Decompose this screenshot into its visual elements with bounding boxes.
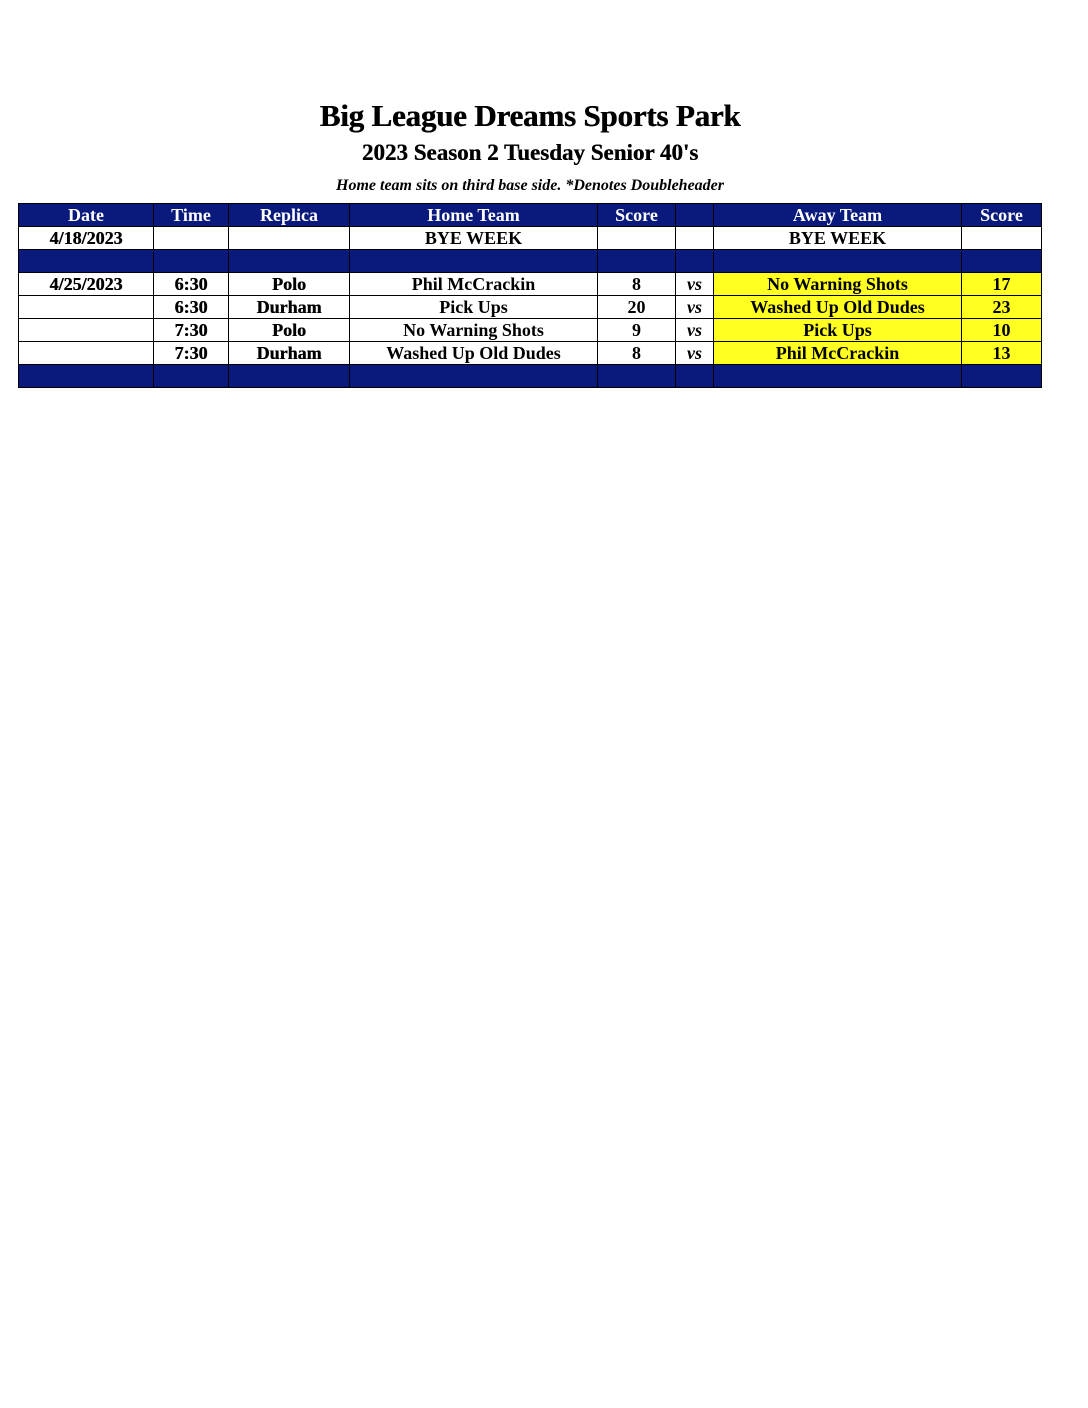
page-title: Big League Dreams Sports Park xyxy=(319,98,741,133)
column-header-away-team: Away Team xyxy=(714,204,962,227)
replica-cell: Polo xyxy=(229,319,350,342)
home-score-cell: 20 xyxy=(598,296,676,319)
time-cell: 7:30 xyxy=(154,342,229,365)
game-row xyxy=(19,319,1042,342)
home-score-cell: 8 xyxy=(598,342,676,365)
time-cell: 7:30 xyxy=(154,319,229,342)
time-cell: 6:30 xyxy=(154,296,229,319)
home-team-cell: Phil McCrackin xyxy=(350,273,598,296)
away-score-cell: 23 xyxy=(962,296,1042,319)
vs-cell: vs xyxy=(676,319,714,342)
vs-cell: vs xyxy=(676,296,714,319)
replica-cell xyxy=(229,227,350,250)
away-score-cell: 17 xyxy=(962,273,1042,296)
away-team-cell: Phil McCrackin xyxy=(714,342,962,365)
away-team-cell: No Warning Shots xyxy=(714,273,962,296)
home-team-cell: Washed Up Old Dudes xyxy=(350,342,598,365)
date-cell: 4/18/2023 xyxy=(19,227,154,250)
game-row xyxy=(19,296,1042,319)
away-score-cell: 13 xyxy=(962,342,1042,365)
game-row xyxy=(19,342,1042,365)
vs-cell: vs xyxy=(676,273,714,296)
date-cell: 4/25/2023 xyxy=(19,273,154,296)
replica-cell: Durham xyxy=(229,296,350,319)
separator-row xyxy=(19,250,1042,273)
schedule-note: Home team sits on third base side. *Denotes Doubleheader xyxy=(336,177,724,194)
column-header-time: Time xyxy=(154,204,229,227)
time-cell xyxy=(154,227,229,250)
home-team-cell: Pick Ups xyxy=(350,296,598,319)
column-header-home-team: Home Team xyxy=(350,204,598,227)
game-row xyxy=(19,273,1042,296)
column-header-replica: Replica xyxy=(229,204,350,227)
away-score-cell xyxy=(962,227,1042,250)
home-team-cell: BYE WEEK xyxy=(350,227,598,250)
away-score-cell: 10 xyxy=(962,319,1042,342)
column-header-away-score: Score xyxy=(962,204,1042,227)
column-header-date: Date xyxy=(19,204,154,227)
separator-row xyxy=(19,365,1042,388)
vs-cell xyxy=(676,227,714,250)
column-header-home-score: Score xyxy=(598,204,676,227)
away-team-cell: Washed Up Old Dudes xyxy=(714,296,962,319)
bye-week-row xyxy=(19,227,1042,250)
header-row xyxy=(19,204,1042,227)
time-cell: 6:30 xyxy=(154,273,229,296)
date-cell xyxy=(19,296,154,319)
page-subtitle: 2023 Season 2 Tuesday Senior 40's xyxy=(361,140,699,165)
replica-cell: Durham xyxy=(229,342,350,365)
away-team-cell: BYE WEEK xyxy=(714,227,962,250)
home-score-cell: 9 xyxy=(598,319,676,342)
home-team-cell: No Warning Shots xyxy=(350,319,598,342)
home-score-cell xyxy=(598,227,676,250)
date-cell xyxy=(19,342,154,365)
schedule-table xyxy=(18,203,1042,388)
home-score-cell: 8 xyxy=(598,273,676,296)
column-header-vs xyxy=(676,204,714,227)
vs-cell: vs xyxy=(676,342,714,365)
replica-cell: Polo xyxy=(229,273,350,296)
away-team-cell: Pick Ups xyxy=(714,319,962,342)
date-cell xyxy=(19,319,154,342)
